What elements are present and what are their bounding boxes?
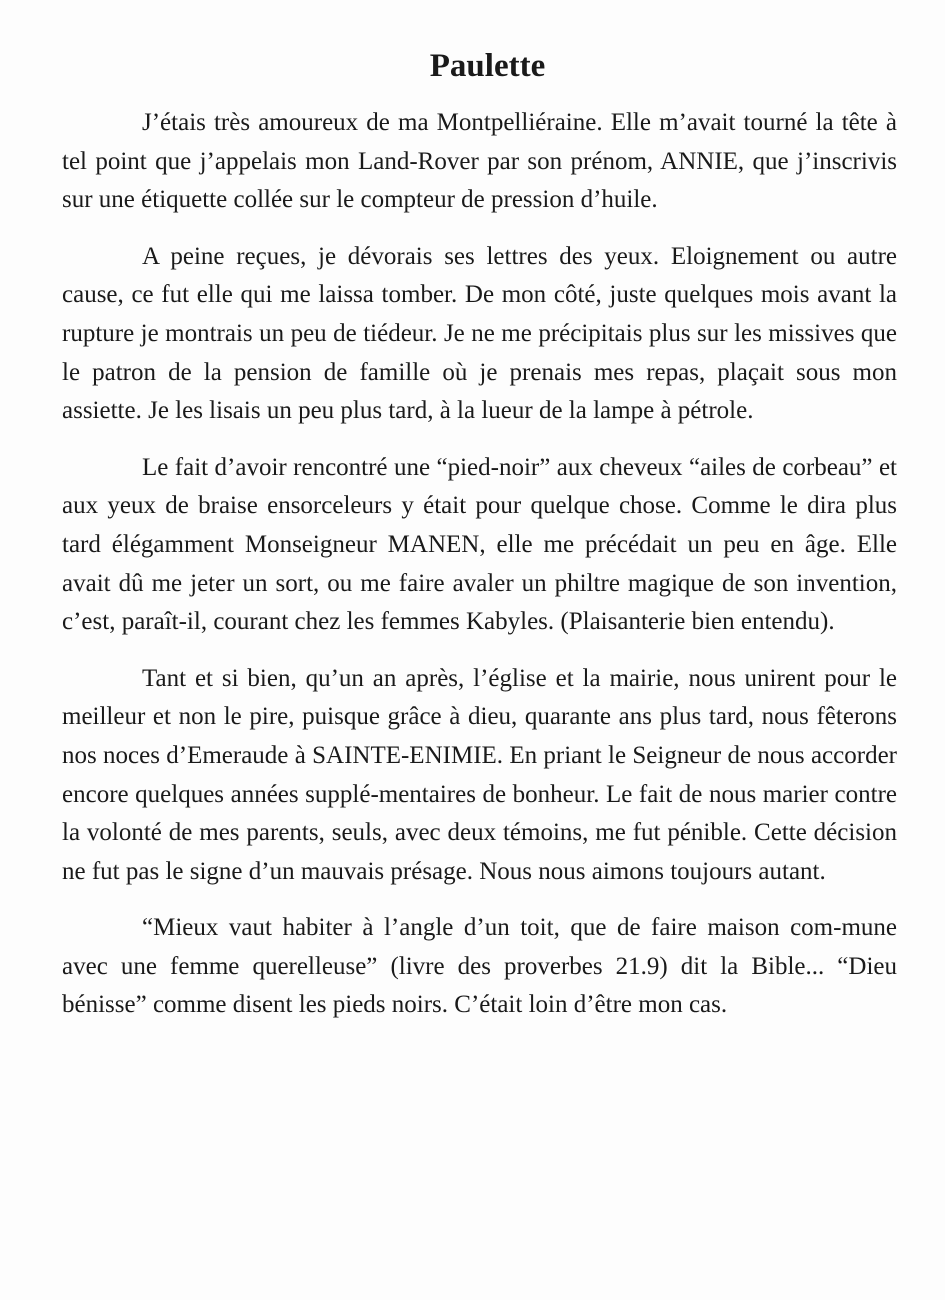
paragraph-2: A peine reçues, je dévorais ses lettres des yeux. Eloignement ou autre cause, ce fut elle qui me laissa tomber. De mon côté, juste quelques mois avant la rupture je montrais un peu de tiédeur. Je ne me précipitais plus sur les missives que le patron de la pension de famille où je prenais mes repas, plaçait sous mon assiette. Je les lisais un peu plus tard, à la lueur de la lampe à pétrole. <box>62 242 897 425</box>
paragraph-5: “Mieux vaut habiter à l’angle d’un toit, que de faire maison com-mune avec une femme querelleuse” (livre des proverbes 21.9) dit la Bible... “Dieu bénisse” comme disent les pieds noirs. C’était loin d’être mon cas. <box>62 914 897 1019</box>
paragraph-1: J’étais très amoureux de ma Montpelliéraine. Elle m’avait tourné la tête à tel point que j’appelais mon Land-Rover par son prénom, ANNIE, que j’inscrivis sur une étiquette collée sur le compteur de pression d’huile. <box>62 109 897 214</box>
chapter-title: Paulette <box>429 48 546 84</box>
paragraph-4: Tant et si bien, qu’un an après, l’église et la mairie, nous unirent pour le meilleur et non le pire, puisque grâce à dieu, quarante ans plus tard, nous fêterons nos noces d’Emeraude à SAINTE-ENIMIE. En priant le Seigneur de nous accorder encore quelques années supplé-mentaires de bonheur. Le fait de nous marier contre la volonté de mes parents, seuls, avec deux témoins, me fut pénible. Cette décision ne fut pas le signe d’un mauvais présage. Nous nous aimons toujours autant. <box>62 664 897 885</box>
paragraph-3: Le fait d’avoir rencontré une “pied-noir” aux cheveux “ailes de corbeau” et aux yeux de braise ensorceleurs y était pour quelque chose. Comme le dira plus tard élégamment Monseigneur MANEN, elle me précédait un peu en âge. Elle avait dû me jeter un sort, ou me faire avaler un philtre magique de son invention, c’est, paraît-il, courant chez les femmes Kabyles. (Plaisanterie bien entendu). <box>62 453 897 636</box>
